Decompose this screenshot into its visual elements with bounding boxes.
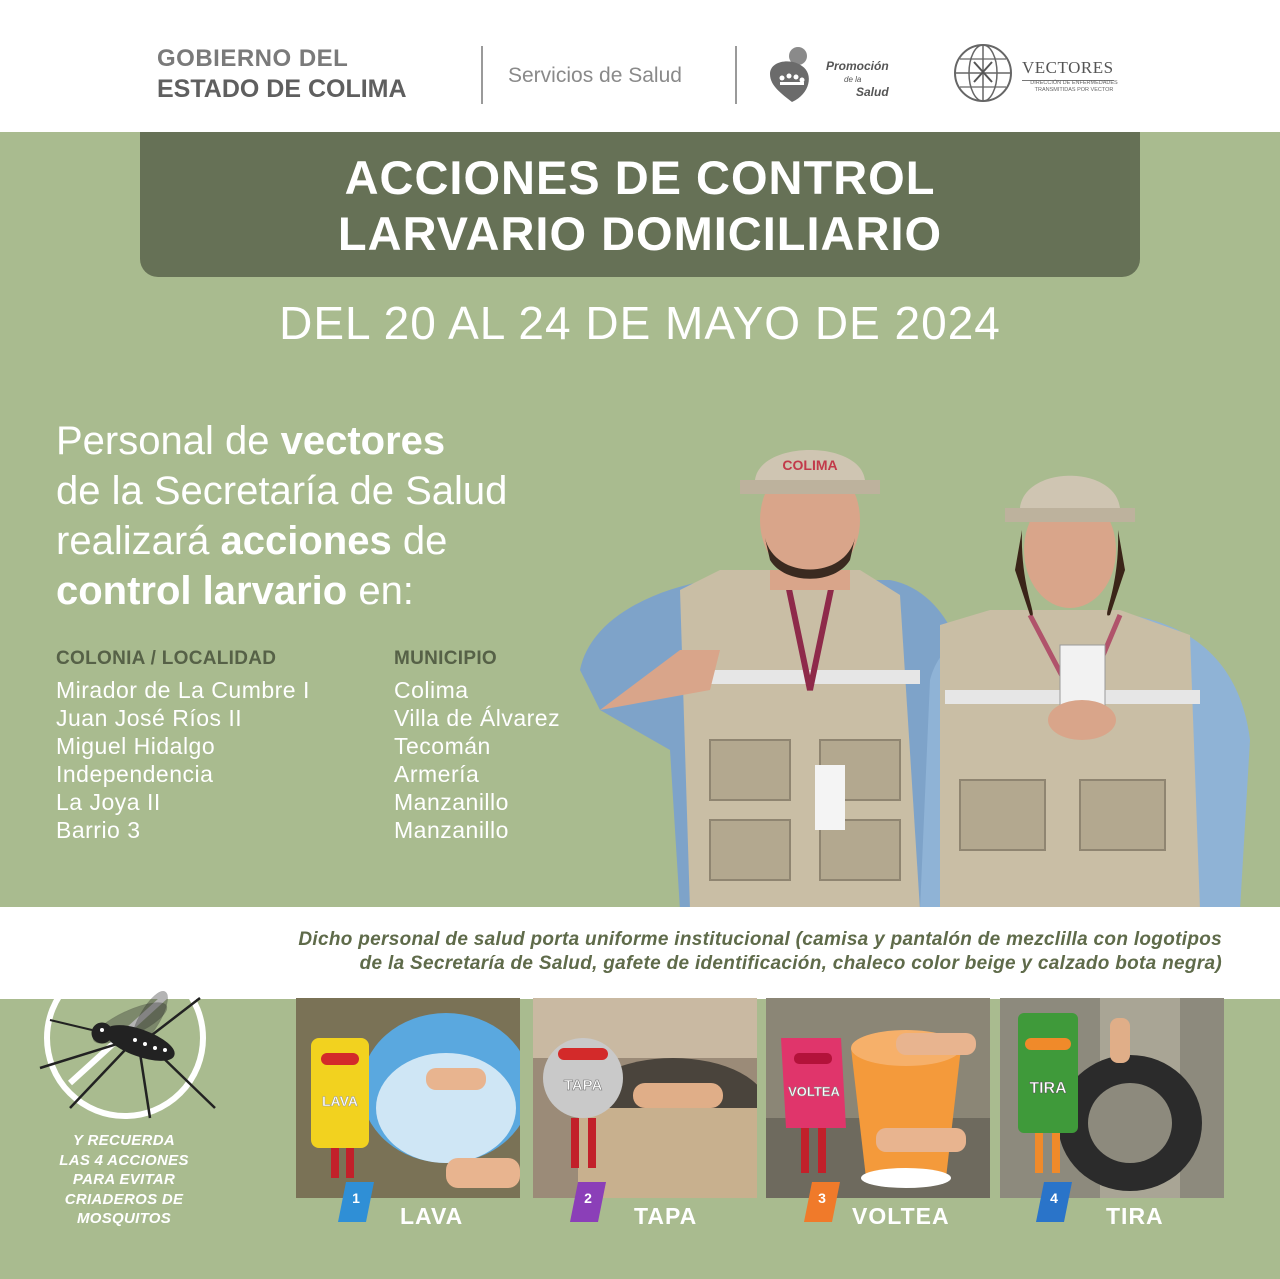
action-badge-1 <box>334 1180 378 1224</box>
action-photo-voltea <box>766 998 990 1198</box>
badge-number: 2 <box>584 1190 592 1206</box>
colonia-cell: Juan José Ríos II <box>56 705 243 731</box>
action-label-lava: LAVA <box>400 1203 464 1229</box>
action-photo-lava <box>296 998 520 1198</box>
tira-mascot <box>1018 1013 1078 1133</box>
tira-mascot-text: TIRA <box>1029 1080 1067 1097</box>
municipio-cell: Armería <box>394 761 480 787</box>
title-line1: ACCIONES DE CONTROL <box>344 151 936 204</box>
reminder-line: Y RECUERDA <box>73 1132 175 1149</box>
mosquito-icon <box>30 958 220 1128</box>
servicios-salud-text: Servicios de Salud <box>508 64 682 87</box>
notice-line2: de la Secretaría de Salud, gafete de identificación, chaleco color beige y calzado bota negra) <box>359 953 1222 974</box>
header-bar <box>0 0 1280 132</box>
municipio-cell: Villa de Álvarez <box>394 705 561 731</box>
colonia-cell: La Joya II <box>56 789 161 815</box>
intro-text: de la Secretaría de Salud <box>56 469 508 513</box>
promocion-salud-text <box>826 60 889 99</box>
gobierno-logo-text <box>157 44 407 104</box>
promo-line3: Salud <box>856 85 889 99</box>
health-workers-photo <box>560 420 1260 910</box>
action-label-voltea: VOLTEA <box>852 1203 950 1229</box>
action-photo-tira <box>1000 998 1224 1198</box>
action-photo-tapa <box>533 998 757 1198</box>
date-range: DEL 20 AL 24 DE MAYO DE 2024 <box>279 297 1001 349</box>
promo-line2: de la <box>844 75 862 84</box>
cap-label: COLIMA <box>782 457 838 473</box>
colonia-column <box>56 648 310 844</box>
reminder-line: CRIADEROS DE <box>64 1190 184 1208</box>
reminder-line: MOSQUITOS <box>76 1210 172 1227</box>
municipio-cell: Tecomán <box>394 733 491 759</box>
action-label-tira: TIRA <box>1106 1203 1164 1229</box>
gov-line2: ESTADO DE COLIMA <box>157 75 407 103</box>
voltea-mascot-text: VOLTEA <box>788 1084 840 1099</box>
promo-line1: Promoción <box>826 59 889 73</box>
reminder-line: PARA EVITAR <box>72 1171 176 1188</box>
municipio-column <box>394 648 560 844</box>
intro-bold: control larvario <box>56 569 348 613</box>
colonia-header: COLONIA / LOCALIDAD <box>56 648 277 669</box>
intro-text: en: <box>347 569 414 613</box>
badge-number: 1 <box>352 1190 360 1206</box>
intro-text: Personal de <box>56 419 281 463</box>
action-badge-2 <box>566 1180 610 1224</box>
colonia-cell: Independencia <box>56 761 214 787</box>
intro-bold: vectores <box>280 419 446 463</box>
man-worker <box>580 450 980 910</box>
colonia-cell: Mirador de La Cumbre I <box>56 677 310 703</box>
municipio-cell: Manzanillo <box>394 817 509 843</box>
header-divider <box>481 46 483 104</box>
tapa-mascot-text: TAPA <box>563 1077 603 1094</box>
notice-line1: Dicho personal de salud porta uniforme institucional (camisa y pantalón de mezclilla con logotipos <box>298 929 1222 950</box>
intro-text: de <box>391 519 448 563</box>
intro-bold: acciones <box>220 519 392 563</box>
action-label-tapa: TAPA <box>634 1203 698 1229</box>
municipio-cell: Colima <box>394 677 469 703</box>
action-badge-3 <box>800 1180 844 1224</box>
lava-mascot-text: LAVA <box>321 1093 359 1109</box>
badge-number: 3 <box>818 1190 826 1206</box>
woman-worker <box>920 476 1250 910</box>
action-badge-4 <box>1032 1180 1076 1224</box>
voltea-mascot <box>781 1038 846 1128</box>
vectores-globe-icon <box>952 42 1014 104</box>
reminder-text <box>30 1131 218 1229</box>
title-line2: LARVARIO DOMICILIARIO <box>337 207 943 260</box>
gov-line1: GOBIERNO DEL <box>157 45 349 72</box>
municipio-header: MUNICIPIO <box>394 648 497 669</box>
vectores-subtitle: DIRECCIÓN DE ENFERMEDADES TRANSMITIDAS POR VECTOR <box>1030 80 1118 93</box>
vectores-title: VECTORES <box>1022 58 1114 81</box>
colonia-cell: Barrio 3 <box>56 817 141 843</box>
header-divider <box>735 46 737 104</box>
title-banner <box>140 132 1140 277</box>
municipio-cell: Manzanillo <box>394 789 509 815</box>
badge-number: 4 <box>1050 1190 1058 1206</box>
promocion-salud-icon <box>762 44 822 106</box>
intro-text: realizará <box>56 519 221 563</box>
reminder-line: LAS 4 ACCIONES <box>59 1151 189 1169</box>
colonia-cell: Miguel Hidalgo <box>56 733 216 759</box>
